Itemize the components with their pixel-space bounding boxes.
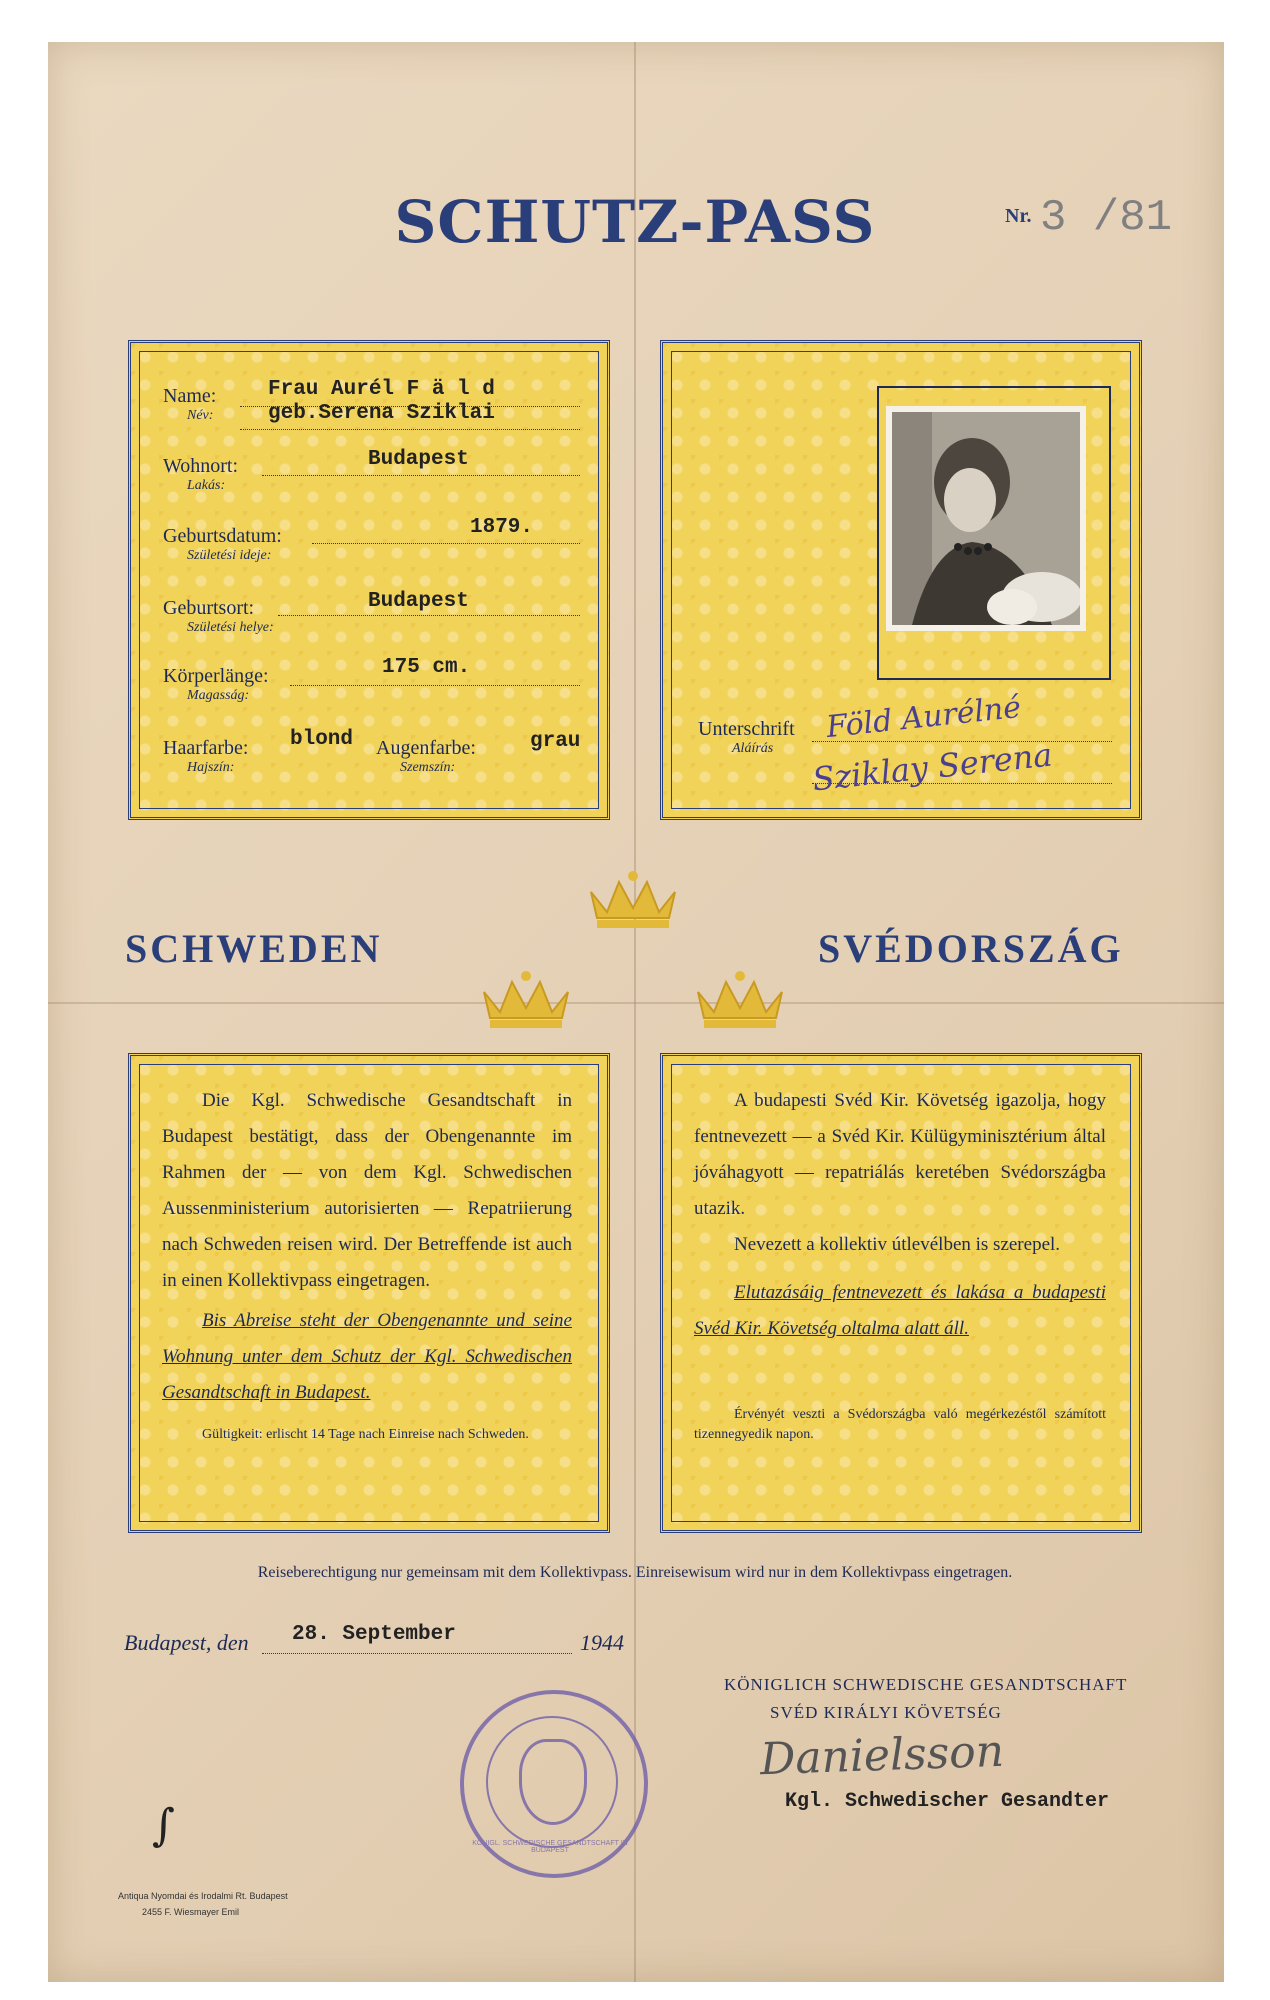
birthdate-label: Geburtsdatum: Születési ideje:: [163, 525, 282, 563]
eyes-label: Augenfarbe: Szemszín:: [376, 737, 476, 775]
handwritten-mark: ∫: [152, 1800, 175, 1851]
stamp-text: KÖNIGL. SCHWEDISCHE GESANDTSCHAFT IN BUDAPEST: [472, 1840, 628, 1854]
hungarian-validity: Érvényét veszti a Svédországba való megérkezéstől számított tizennegyedik napon.: [694, 1407, 1106, 1442]
crown-icon: [692, 968, 788, 1030]
hungarian-paragraph-1: A budapesti Svéd Kir. Követség igazolja, hogy fentnevezett — a Svéd Kir. Külügyminisztérium által jóváhagyott — repatriálás keretében Svédországba utazik.: [694, 1090, 1106, 1219]
date-place-label: Budapest, den: [124, 1630, 249, 1655]
name-value-1: Frau Aurél F ä l d: [268, 378, 495, 401]
passport-photo: [886, 406, 1086, 631]
holder-signature-2: Sziklay Serena: [810, 735, 1055, 799]
german-paragraph-1: Die Kgl. Schwedische Gesandtschaft in Budapest bestätigt, dass der Obengenannte im Rahmen der — von dem Kgl. Schwedischen Aussenministerium autorisierten — Repatriierung nach Schweden reisen wird. Der Betreffende ist auch in einen Kollektivpass eingetragen.: [162, 1090, 572, 1291]
printer-line-1: Antiqua Nyomdai és Irodalmi Rt. Budapest: [118, 1891, 288, 1901]
crown-icon: [585, 868, 681, 930]
number-label: Nr.: [1005, 205, 1032, 227]
birthplace-label: Geburtsort: Születési helye:: [163, 597, 274, 635]
name-label: Name: Név:: [163, 385, 217, 423]
residence-label: Wohnort: Lakás:: [163, 455, 239, 493]
country-name-de: SCHWEDEN: [125, 926, 383, 971]
number-value: 3 /81: [1040, 193, 1173, 243]
travel-note: Reiseberechtigung nur gemeinsam mit dem Kollektivpass. Einreisewisum wird nur in dem Kollektivpass eingetragen.: [257, 1564, 1013, 1581]
legation-name-hu: SVÉD KIRÁLYI KÖVETSÉG: [770, 1703, 1002, 1722]
german-text: [162, 1083, 572, 1445]
holder-signature-1: Föld Aurélné: [824, 689, 1023, 746]
german-validity: Gültigkeit: erlischt 14 Tage nach Einreise nach Schweden.: [202, 1427, 529, 1442]
fold-line-vertical: [634, 42, 636, 1982]
german-paragraph-2: Bis Abreise steht der Obengenannte und seine Wohnung unter dem Schutz der Kgl. Schwedischen Gesandtschaft in Budapest.: [162, 1310, 572, 1403]
signature-label: Unterschrift Aláírás: [698, 718, 795, 756]
crown-icon: [478, 968, 574, 1030]
country-name-hu: SVÉDORSZÁG: [818, 926, 1124, 971]
hungarian-paragraph-2: Nevezett a kollektiv útlevélben is szerepel.: [734, 1234, 1061, 1255]
hair-value: blond: [290, 728, 354, 751]
date-day-value: 28. September: [292, 1623, 456, 1646]
printer-line-2: 2455 F. Wiesmayer Emil: [142, 1907, 240, 1917]
legation-name-de: KÖNIGLICH SCHWEDISCHE GESANDTSCHAFT: [724, 1675, 1128, 1694]
official-stamp: [460, 1690, 648, 1878]
hair-label: Haarfarbe: Hajszín:: [163, 737, 249, 775]
height-label: Körperlänge: Magasság:: [163, 665, 269, 703]
height-value: 175 cm.: [382, 656, 471, 679]
envoy-signature: Danielsson: [759, 1725, 1005, 1786]
envoy-title: Kgl. Schwedischer Gesandter: [785, 1790, 1110, 1813]
birthdate-value: 1879.: [470, 516, 534, 539]
hungarian-paragraph-3: Elutazásáig fentnevezett és lakása a budapesti Svéd Kir. Követség oltalma alatt áll.: [694, 1282, 1106, 1339]
eyes-value: grau: [530, 730, 581, 753]
birthplace-value: Budapest: [368, 590, 469, 613]
fold-line-horizontal: [48, 1002, 1224, 1004]
hungarian-text: [694, 1083, 1106, 1445]
name-value-2: geb.Serena Sziklai: [268, 402, 495, 425]
residence-value: Budapest: [368, 448, 469, 471]
printer-imprint: [118, 1888, 288, 1920]
document-title: SCHUTZ-PASS: [394, 188, 876, 256]
date-year: 1944: [580, 1630, 624, 1655]
